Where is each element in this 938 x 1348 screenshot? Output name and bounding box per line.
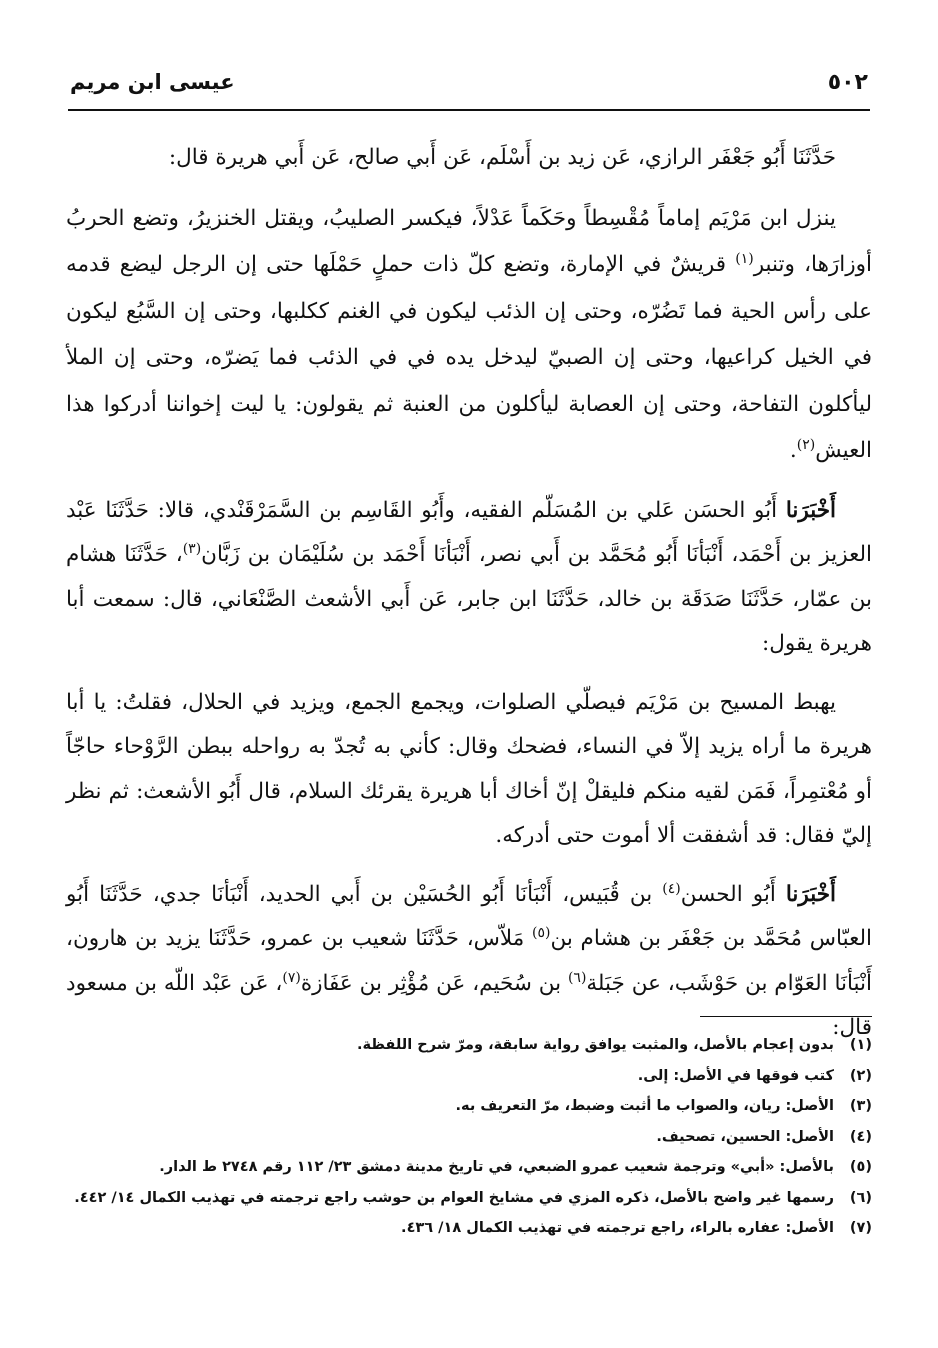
paragraph-5-text-b: بن قُبَيس، أَنْبَأنَا أَبُو الحُسَيْن بن أَبي الحديد، أَنْبَأنَا جدي، حَدَّثَنَا أَبُو العبّاس مُحَمَّد بن جَعْفَر بن هشام بن [66, 881, 872, 951]
paragraph-5-text-d: بن سُحَيم، عَن مُؤْثِر بن عَفَازة [300, 970, 568, 996]
footnote-number: (٢) [849, 1067, 872, 1084]
paragraph-4 [66, 681, 872, 859]
paragraph-3-text-b: ، حَدَّثَنَا هشام بن عمّار، حَدَّثَنَا صَدَقَة بن خالد، حَدَّثَنَا ابن جابر، عَن أَبي الأشعث الصَّنْعَاني، قال: سمعت أبا هريرة يقول: [66, 542, 872, 656]
footnote-ref-2: (٢) [796, 436, 816, 453]
paragraph-2 [66, 196, 872, 475]
main-text [66, 135, 872, 1051]
footnote-number: (٣) [849, 1098, 872, 1114]
paragraph-1-text: حَدَّثَنَا أَبُو جَعْفَر الرازي، عَن زيد بن أَسْلَم، عَن أَبي صالح، عَن أَبي هريرة قال: [168, 145, 836, 170]
paragraph-3-lead: أَخْبَرَنا [785, 497, 836, 523]
paragraph-2-text-a: ينزل ابن مَرْيَم إماماً مُقْسِطاً وحَكَماً عَدْلاً، فيكسر الصليبُ، ويقتل الخنزيرُ، وتضع الحربُ أوزارَها، وتنبر [66, 205, 872, 277]
footnote-text: كتب فوقها في الأصل: إلى. [637, 1067, 834, 1084]
paragraph-2-text-c: . [789, 438, 797, 463]
footnote-text: الأصل: ريان، والصواب ما أثبت وضبط، مرّ التعريف به. [455, 1098, 834, 1114]
paragraph-5-text-c: مَلاّس، حَدَّثَنَا شعيب بن عمرو، حَدَّثَنَا يزيد بن هارون، أَنْبَأنَا العَوّام بن حَوْشَب، عن جَبَلة [66, 926, 872, 996]
paragraph-4-text: يهبط المسيح بن مَرْيَم فيصلّي الصلوات، ويجمع الجمع، ويزيد في الحلال، فقلتُ: يا أبا هريرة ما أراه يزيد إلاّ في النساء، فضحك وقال: كأني به تُجدّ به رواحله ببطن الرَّوْحاء حاجّاً أو مُعْتمِراً، فَمَن لقيه منكم فليقلْ إنّ أخاك أبا هريرة يقرئك السلام، قال أَبُو الأشعث: ثم نظر إليّ فقال: قد أشفقت ألا أموت حتى أدركه. [66, 689, 872, 848]
footnote-text: الأصل: الحسين، تصحيف. [656, 1128, 834, 1145]
footnote-number: (٦) [849, 1189, 872, 1206]
footnote-text: بالأصل: «أبي» وترجمة شعيب عمرو الضبعي، في تاريخ مدينة دمشق ٢٣/ ١١٢ رقم ٢٧٤٨ ط الدار. [159, 1159, 834, 1175]
paragraph-5-lead: أَخْبَرَنا [785, 881, 837, 907]
paragraph-5 [66, 873, 872, 1051]
footnote-item [66, 1152, 872, 1183]
footnote-item [66, 1061, 872, 1092]
page-header [70, 68, 868, 104]
paragraph-1 [66, 135, 872, 182]
footnote-ref-3: (٣) [182, 540, 202, 557]
footnote-separator [700, 1016, 872, 1017]
footnote-text: الأصل: عفاره بالراء، راجع ترجمته في تهذيب الكمال ١٨/ ٤٣٦. [401, 1220, 834, 1236]
paragraph-5-text-a: أَبُو الحسن [680, 881, 786, 907]
paragraph-2-text-b: قريشٌ في الإمارة، وتضع كلّ ذات حملٍ حَمْلَها حتى إن الرجل ليضع قدمه على رأس الحية فما تَضُرّه، وحتى إن الذئب ليكون في الغنم ككلبها، وحتى إن السَّبُع ليكون في الخيل كراعيها، وحتى إن الصبيّ ليدخل يده في في الذئب فما يَضرّه، وحتى إن الملأ ليأكلون التفاحة، وحتى إن العصابة ليأكلون من العنبة ثم يقولون: يا ليت إخواننا أدركوا هذا العيش [66, 252, 872, 463]
footnote-number: (٥) [849, 1159, 872, 1175]
footnote-text: بدون إعجام بالأصل، والمثبت يوافق رواية سابقة، ومرّ شرح اللفظة. [357, 1037, 834, 1053]
paragraph-3 [66, 489, 872, 667]
footnote-ref-6: (٦) [567, 969, 587, 986]
footnote-text: رسمها غير واضح بالأصل، ذكره المزي في مشايخ العوام بن حوشب راجع ترجمته في تهذيب الكمال ١٤/ ٤٤٢. [74, 1189, 834, 1206]
footnote-item [66, 1213, 872, 1244]
page-number: ٥٠٢ [827, 70, 868, 95]
footnote-item [66, 1122, 872, 1153]
footnote-item [66, 1091, 872, 1122]
footnote-item [66, 1030, 872, 1061]
footnote-ref-1: (١) [735, 250, 754, 267]
footnote-ref-5: (٥) [531, 924, 551, 941]
footnote-item [66, 1183, 872, 1214]
header-rule [68, 109, 870, 111]
running-title: عيسى ابن مريم [70, 70, 235, 94]
paragraph-3-text-a: أَبُو الحسَن عَلي بن المُسَلّم الفقيه، وأَبُو القَاسِم بن السَّمَرْقَنْدي، قالا: حَدَّثَنَا عَبْد العزيز بن أَحْمَد، أَنْبَأنَا أَبُو مُحَمَّد بن أَبي نصر، أَنْبَأنَا أَحْمَد بن سُلَيْمَان بن زَبَّان [66, 497, 872, 567]
footnote-number: (٤) [849, 1128, 872, 1145]
paragraph-5-text-e: ، عَن عَبْد اللّه بن مسعود قال: [66, 970, 872, 1040]
footnotes [66, 1030, 872, 1244]
footnote-ref-4: (٤) [662, 880, 681, 897]
footnote-ref-7: (٧) [282, 969, 301, 986]
footnote-number: (٧) [849, 1220, 872, 1236]
footnote-number: (١) [849, 1037, 872, 1053]
